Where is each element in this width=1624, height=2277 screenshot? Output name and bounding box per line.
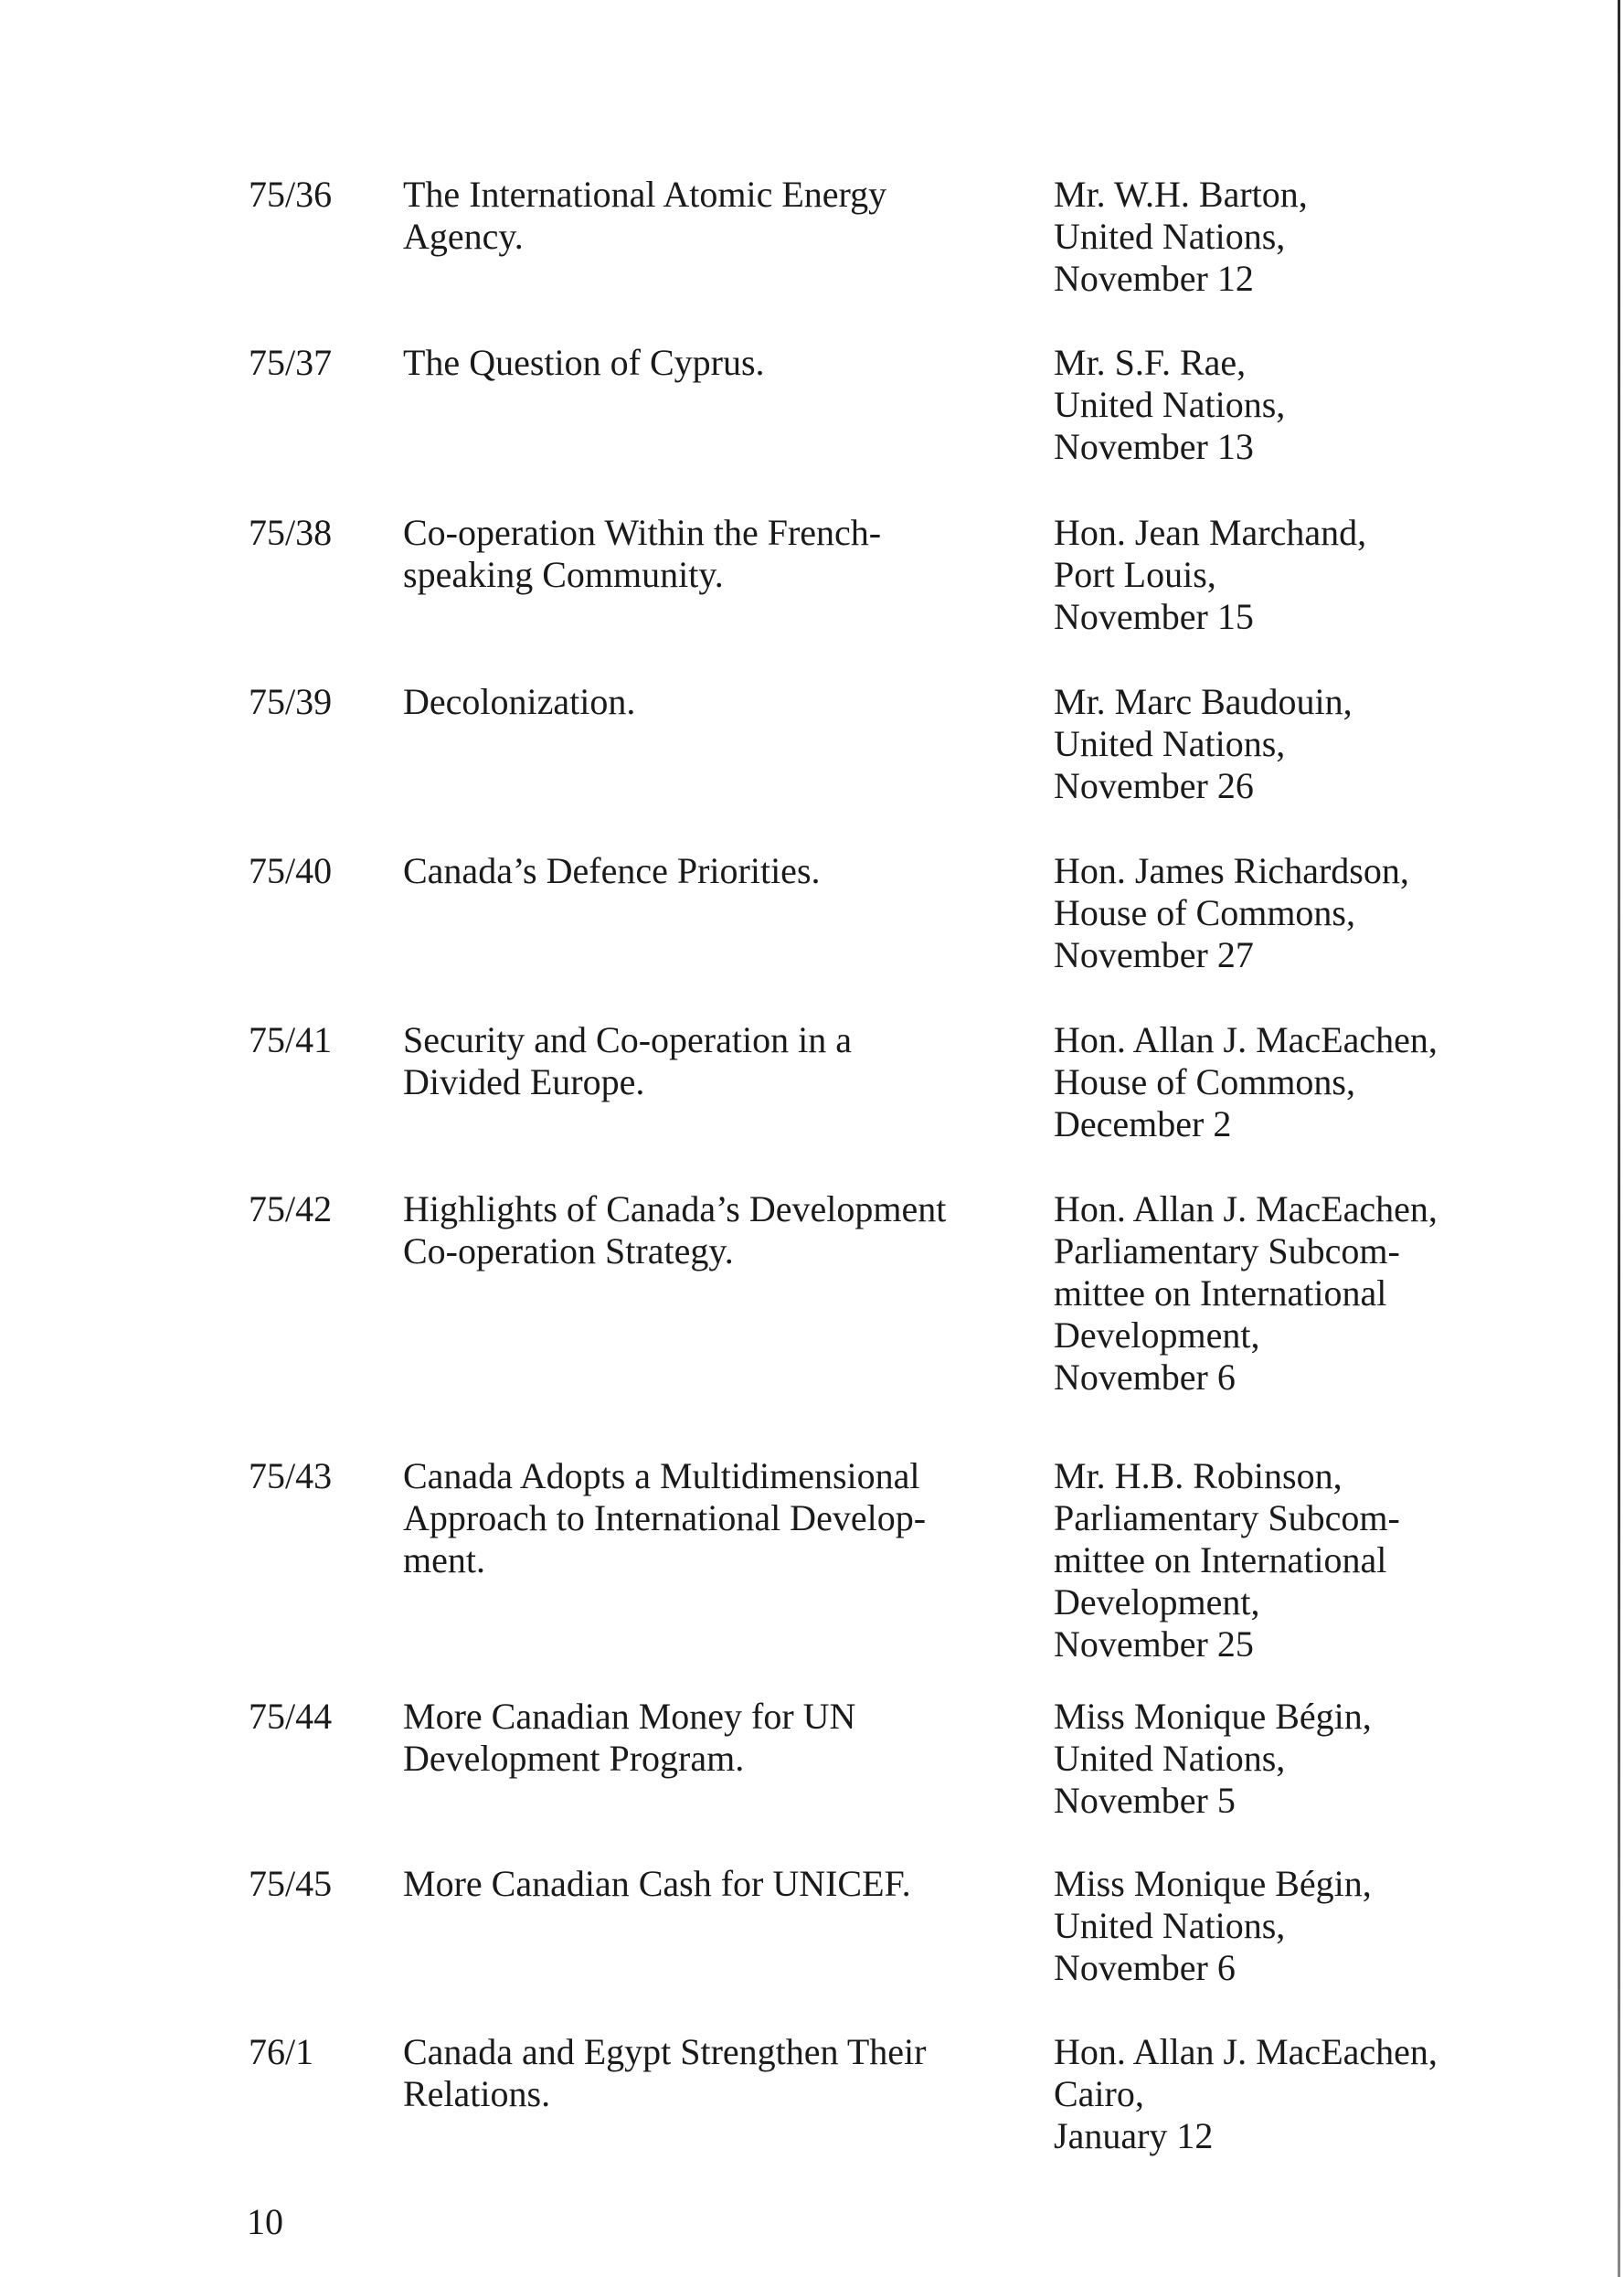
statement-title <box>403 2031 1024 2115</box>
speaker-line: Hon. Allan J. MacEachen, <box>1054 1019 1438 1060</box>
statement-number: 75/45 <box>249 1863 333 1904</box>
statement-title-line: Approach to International Develop- <box>403 1497 927 1538</box>
speaker-line: Mr. H.B. Robinson, <box>1054 1455 1343 1496</box>
speaker-line: Hon. Jean Marchand, <box>1054 512 1367 553</box>
statement-title-line: speaking Community. <box>403 554 724 595</box>
statement-title <box>403 1696 1024 1780</box>
speaker-line: November 15 <box>1054 596 1254 637</box>
statement-title <box>403 1455 1024 1581</box>
statement-speaker <box>1054 512 1566 638</box>
page-edge-rule <box>1618 0 1620 2277</box>
statement-title-line: Highlights of Canada’s Development <box>403 1188 947 1229</box>
speaker-line: December 2 <box>1054 1103 1232 1144</box>
statement-number: 75/41 <box>249 1019 333 1060</box>
speaker-line: Hon. Allan J. MacEachen, <box>1054 1188 1438 1229</box>
speaker-line: Cairo, <box>1054 2073 1144 2114</box>
speaker-line: Development, <box>1054 1581 1260 1623</box>
statement-number: 76/1 <box>249 2031 314 2072</box>
speaker-line: Port Louis, <box>1054 554 1216 595</box>
speaker-line: House of Commons, <box>1054 892 1355 933</box>
statement-title-line: The International Atomic Energy <box>403 174 887 215</box>
statement-title-line: ment. <box>403 1539 485 1580</box>
speaker-line: Development, <box>1054 1314 1260 1356</box>
statement-title <box>403 850 1024 892</box>
statement-speaker <box>1054 850 1566 976</box>
speaker-line: November 6 <box>1054 1357 1236 1398</box>
statement-title-line: More Canadian Cash for UNICEF. <box>403 1863 911 1904</box>
statement-speaker <box>1054 1019 1566 1145</box>
speaker-line: Hon. James Richardson, <box>1054 850 1409 891</box>
statement-speaker <box>1054 681 1566 807</box>
statement-speaker <box>1054 1455 1566 1665</box>
speaker-line: Mr. W.H. Barton, <box>1054 174 1308 215</box>
speaker-line: United Nations, <box>1054 384 1286 425</box>
statement-title <box>403 342 1024 384</box>
statement-number: 75/43 <box>249 1455 333 1496</box>
speaker-line: November 27 <box>1054 934 1254 975</box>
statement-number: 75/44 <box>249 1696 333 1737</box>
statement-number: 75/36 <box>249 174 333 215</box>
statement-speaker <box>1054 2031 1566 2157</box>
statement-title-line: More Canadian Money for UN <box>403 1696 856 1737</box>
statement-title-line: Canada and Egypt Strengthen Their <box>403 2031 927 2072</box>
speaker-line: Hon. Allan J. MacEachen, <box>1054 2031 1438 2072</box>
statement-speaker <box>1054 342 1566 468</box>
speaker-line: House of Commons, <box>1054 1061 1355 1102</box>
speaker-line: November 5 <box>1054 1780 1236 1821</box>
statement-title-line: Co-operation Within the French- <box>403 512 882 553</box>
statement-number: 75/40 <box>249 850 333 891</box>
statement-title-line: Canada’s Defence Priorities. <box>403 850 821 891</box>
speaker-line: United Nations, <box>1054 723 1286 764</box>
statement-title <box>403 1863 1024 1905</box>
speaker-line: November 12 <box>1054 258 1254 299</box>
statement-speaker <box>1054 174 1566 300</box>
speaker-line: Miss Monique Bégin, <box>1054 1696 1372 1737</box>
statement-title <box>403 681 1024 723</box>
speaker-line: Miss Monique Bégin, <box>1054 1863 1372 1904</box>
statement-number: 75/39 <box>249 681 333 722</box>
statement-title <box>403 174 1024 258</box>
statement-title-line: The Question of Cyprus. <box>403 342 765 383</box>
speaker-line: November 6 <box>1054 1947 1236 1988</box>
speaker-line: November 26 <box>1054 765 1254 806</box>
statement-title-line: Security and Co-operation in a <box>403 1019 852 1060</box>
speaker-line: January 12 <box>1054 2115 1214 2156</box>
speaker-line: United Nations, <box>1054 1738 1286 1779</box>
statement-title-line: Agency. <box>403 216 524 257</box>
speaker-line: United Nations, <box>1054 1905 1286 1946</box>
statement-speaker <box>1054 1696 1566 1822</box>
speaker-line: Mr. Marc Baudouin, <box>1054 681 1353 722</box>
statement-speaker <box>1054 1863 1566 1989</box>
speaker-line: mittee on International <box>1054 1272 1387 1314</box>
speaker-line: Parliamentary Subcom- <box>1054 1497 1400 1538</box>
speaker-line: mittee on International <box>1054 1539 1387 1580</box>
statement-title-line: Co-operation Strategy. <box>403 1230 734 1272</box>
statement-number: 75/42 <box>249 1188 333 1229</box>
statement-title-line: Divided Europe. <box>403 1061 645 1102</box>
statement-title <box>403 512 1024 596</box>
statement-title <box>403 1019 1024 1103</box>
speaker-line: United Nations, <box>1054 216 1286 257</box>
page-number: 10 <box>247 2201 283 2242</box>
statement-speaker <box>1054 1188 1566 1399</box>
speaker-line: November 13 <box>1054 426 1254 467</box>
speaker-line: Parliamentary Subcom- <box>1054 1230 1400 1272</box>
statement-number: 75/37 <box>249 342 333 383</box>
statement-title <box>403 1188 1024 1272</box>
speaker-line: November 25 <box>1054 1623 1254 1665</box>
statement-title-line: Canada Adopts a Multidimensional <box>403 1455 920 1496</box>
statement-title-line: Decolonization. <box>403 681 636 722</box>
statement-number: 75/38 <box>249 512 333 553</box>
statement-title-line: Relations. <box>403 2073 551 2114</box>
statement-title-line: Development Program. <box>403 1738 745 1779</box>
speaker-line: Mr. S.F. Rae, <box>1054 342 1247 383</box>
